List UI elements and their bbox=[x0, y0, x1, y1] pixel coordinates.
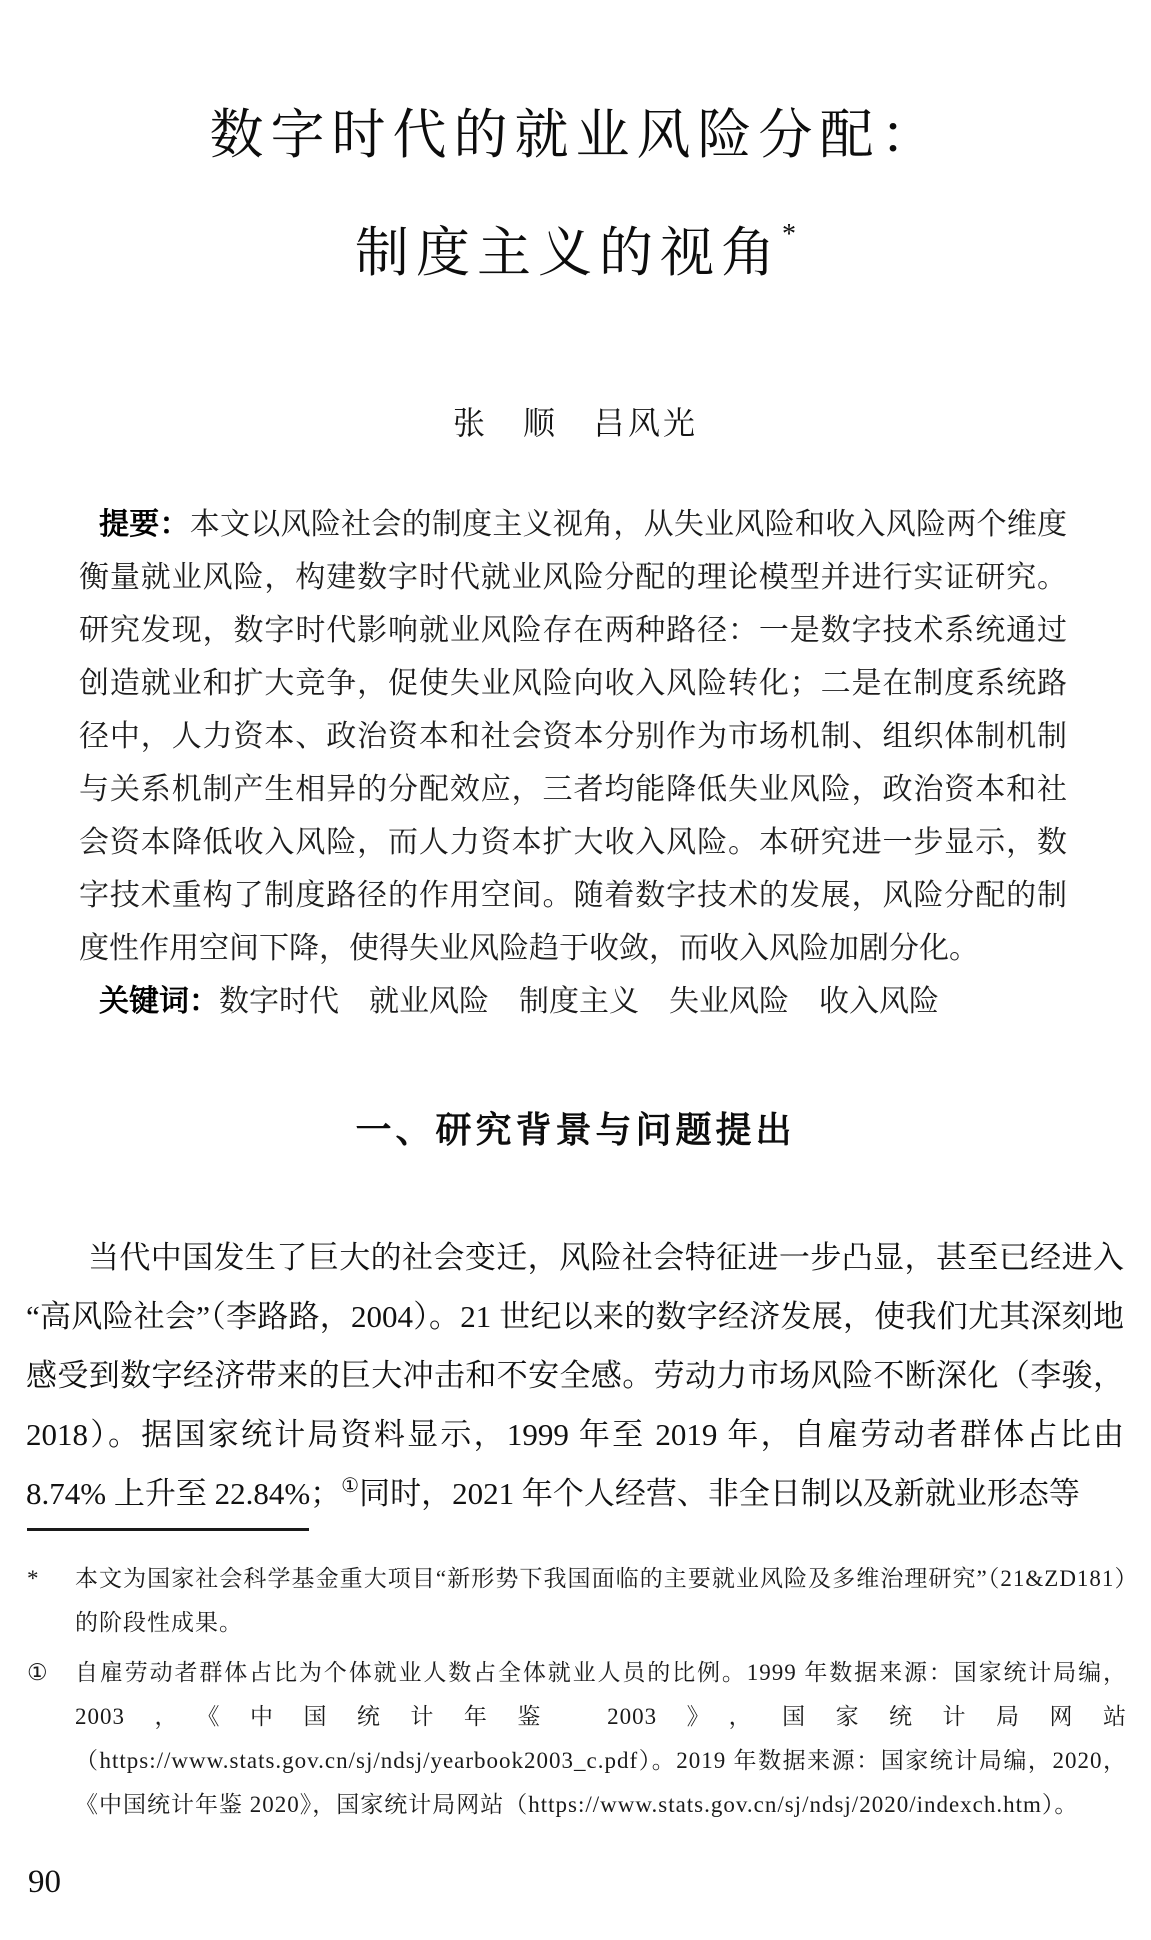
body-text-part1: 当代中国发生了巨大的社会变迁，风险社会特征进一步凸显，甚至已经进入“高风险社会”（李路路，2004）。21 世纪以来的数字经济发展，使我们尤其深刻地感受到数字经济带来的巨大冲击和不安全感。劳动力市场风险不断深化（李骏，2018）。据国家统计局资料显示，1999 年至 2019 年，自雇劳动者群体占比由 8.74% 上升至 22.84%； bbox=[26, 1240, 1124, 1511]
abstract-text: 本文以风险社会的制度主义视角，从失业风险和收入风险两个维度衡量就业风险，构建数字时代就业风险分配的理论模型并进行实证研究。研究发现，数字时代影响就业风险存在两种路径：一是数字技术系统通过创造就业和扩大竞争，促使失业风险向收入风险转化；二是在制度系统路径中，人力资本、政治资本和社会资本分别作为市场机制、组织体制机制与关系机制产生相异的分配效应，三者均能降低失业风险，政治资本和社会资本降低收入风险，而人力资本扩大收入风险。本研究进一步显示，数字技术重构了制度路径的作用空间。随着数字技术的发展，风险分配的制度性作用空间下降，使得失业风险趋于收敛，而收入风险加剧分化。 bbox=[79, 508, 1068, 965]
authors: 张 顺 吕风光 bbox=[452, 405, 698, 441]
keyword: 数字时代 bbox=[219, 985, 339, 1018]
body-text-part2: 同时，2021 年个人经营、非全日制以及新就业形态等 bbox=[359, 1476, 1080, 1511]
keyword: 就业风险 bbox=[369, 985, 489, 1018]
keywords-label: 关键词： bbox=[99, 985, 219, 1018]
article-title-line1: 数字时代的就业风险分配： bbox=[209, 105, 942, 165]
footnote-star-text: 本文为国家社会科学基金重大项目“新形势下我国面临的主要就业风险及多维治理研究”（21&ZD181）的阶段性成果。 bbox=[75, 1566, 1127, 1635]
keyword: 失业风险 bbox=[669, 985, 789, 1018]
article-title-line2 bbox=[0, 185, 1151, 303]
abstract-label: 提要： bbox=[99, 508, 190, 541]
footnote-star-marker: * bbox=[27, 1566, 39, 1591]
page-number: 90 bbox=[28, 1864, 61, 1900]
footnote-ref-1: ① bbox=[341, 1475, 360, 1497]
article-title bbox=[0, 86, 1151, 303]
keyword: 收入风险 bbox=[819, 985, 939, 1018]
keywords-line bbox=[79, 975, 1067, 1028]
footnote-separator bbox=[27, 1528, 309, 1531]
footnote-one-text: 自雇劳动者群体占比为个体就业人数占全体就业人员的比例。1999 年数据来源：国家统计局编，2003，《中国统计年鉴 2003》，国家统计局网站（https://www.stats.gov.cn/sj/ndsj/yearbook2003_c.pdf）。2019 年数据来源：国家统计局编，2020，《中国统计年鉴 2020》，国家统计局网站（https://www.stats.gov.cn/sj/ndsj/2020/indexch.htm）。 bbox=[75, 1660, 1127, 1817]
keyword: 制度主义 bbox=[519, 985, 639, 1018]
article-title-line2-text: 制度主义的视角 bbox=[355, 223, 782, 283]
footnote-block bbox=[27, 1528, 1127, 1833]
abstract-paragraph bbox=[79, 498, 1067, 975]
footnote-one-marker: ① bbox=[27, 1660, 48, 1685]
abstract-block bbox=[79, 498, 1067, 1028]
section-heading: 一、研究背景与问题提出 bbox=[355, 1110, 796, 1150]
title-footnote-marker: * bbox=[782, 219, 796, 250]
body-paragraph bbox=[26, 1228, 1124, 1523]
footnote-one bbox=[27, 1651, 1127, 1827]
footnote-star bbox=[27, 1557, 1127, 1645]
